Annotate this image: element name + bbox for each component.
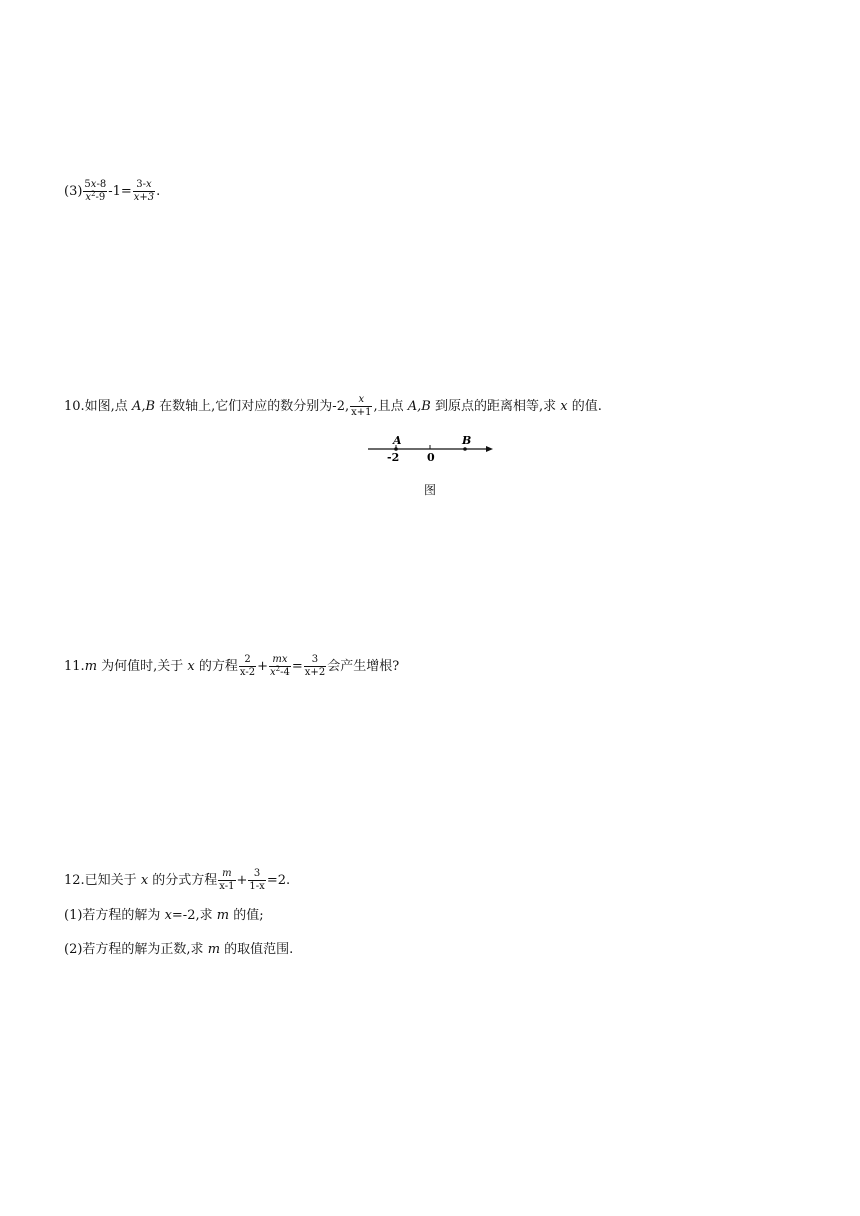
label-0: 0 [427, 451, 435, 464]
q12-fraction-1 [218, 868, 235, 893]
q10-text-1: 在数轴上,它们对应的数分别为-2, [155, 399, 350, 414]
q11-fraction-2 [269, 654, 291, 679]
q11-fraction-1 [239, 654, 256, 679]
q10-text-4: 的值. [567, 399, 602, 414]
q11-frac2-num: mx [272, 654, 288, 665]
q10-points-2: A,B [407, 399, 431, 414]
number-line-figure [364, 430, 496, 466]
q11-m: m [84, 659, 98, 674]
question-11 [64, 654, 399, 679]
q12-p2-text-b: 的取值范围. [220, 942, 294, 957]
q10-frac-num: x [358, 394, 365, 405]
q11-frac2-den-var: x [270, 667, 276, 678]
q11-text-3: 会产生增根? [327, 659, 400, 674]
q12-frac2-den: 1-x [249, 881, 265, 892]
frac1-den-var: x [85, 192, 92, 203]
frac1-num-const: -8 [96, 179, 107, 190]
q11-plus: + [257, 659, 269, 674]
label-neg2: -2 [387, 451, 400, 464]
q12-p1-x: x [164, 908, 172, 923]
figure-caption: 图 [423, 483, 436, 497]
q11-frac1-num: 2 [239, 654, 256, 667]
frac2-num-var: x [146, 179, 152, 190]
frac1-num-coef: 5 [84, 179, 91, 190]
q12-p1-m: m [216, 908, 230, 923]
frac2-den: x+3 [133, 192, 155, 203]
q11-fraction-3 [304, 654, 326, 679]
q10-points: A,B [131, 399, 156, 414]
q11-equals: = [291, 659, 303, 674]
q9-3-end: . [156, 184, 161, 199]
label-b: B [462, 434, 472, 447]
question-10 [64, 394, 602, 419]
q10-prefix: 10.如图,点 [64, 399, 132, 414]
frac2-num-const: 3- [136, 179, 146, 190]
q12-p1-text-b: =-2,求 [171, 908, 217, 923]
q11-frac2-den-exp: 2 [275, 665, 281, 673]
q12-frac1-num: m [222, 868, 232, 879]
question-12-part-2 [64, 940, 293, 960]
fraction-2 [133, 179, 155, 204]
question-12 [64, 868, 290, 893]
arrow-right-icon [486, 446, 493, 452]
q12-prefix: 12.已知关于 [64, 873, 141, 888]
q11-frac1-den: x-2 [239, 667, 256, 678]
q12-fraction-2 [248, 868, 265, 893]
q12-p2-text-a: (2)若方程的解为正数,求 [64, 942, 208, 957]
q12-frac1-den: x-1 [219, 881, 235, 892]
q12-p2-m: m [207, 942, 221, 957]
q11-frac3-num: 3 [304, 654, 326, 667]
q12-x: x [140, 873, 149, 888]
point-b [463, 447, 467, 451]
q11-frac2-den-const: -4 [280, 667, 290, 678]
q9-3-label: (3) [64, 184, 83, 199]
q9-3-mid: -1= [108, 184, 132, 199]
q12-p1-text-c: 的值; [229, 908, 264, 923]
q11-text-2: 的方程 [194, 659, 238, 674]
q12-text-2: =2. [266, 873, 291, 888]
q10-text-3: 到原点的距离相等,求 [430, 399, 561, 414]
label-a: A [393, 434, 402, 447]
question-9-3 [64, 179, 160, 204]
fraction-1 [83, 179, 107, 204]
q10-frac-den: x+1 [351, 407, 372, 418]
frac1-num-var: x [90, 179, 97, 190]
frac1-den-exp: 2 [91, 190, 96, 198]
q12-plus: + [236, 873, 248, 888]
frac1-den-const: -9 [95, 192, 106, 203]
q11-text-1: 为何值时,关于 [97, 659, 188, 674]
q12-frac2-num: 3 [248, 868, 265, 881]
q10-fraction [350, 394, 372, 419]
q12-text-1: 的分式方程 [148, 873, 218, 888]
q11-prefix: 11. [64, 659, 85, 674]
q10-var: x [560, 399, 568, 414]
q11-x: x [187, 659, 195, 674]
q12-p1-text-a: (1)若方程的解为 [64, 908, 165, 923]
question-12-part-1 [64, 906, 264, 926]
q10-text-2: ,且点 [373, 399, 408, 414]
q11-frac3-den: x+2 [304, 667, 326, 678]
